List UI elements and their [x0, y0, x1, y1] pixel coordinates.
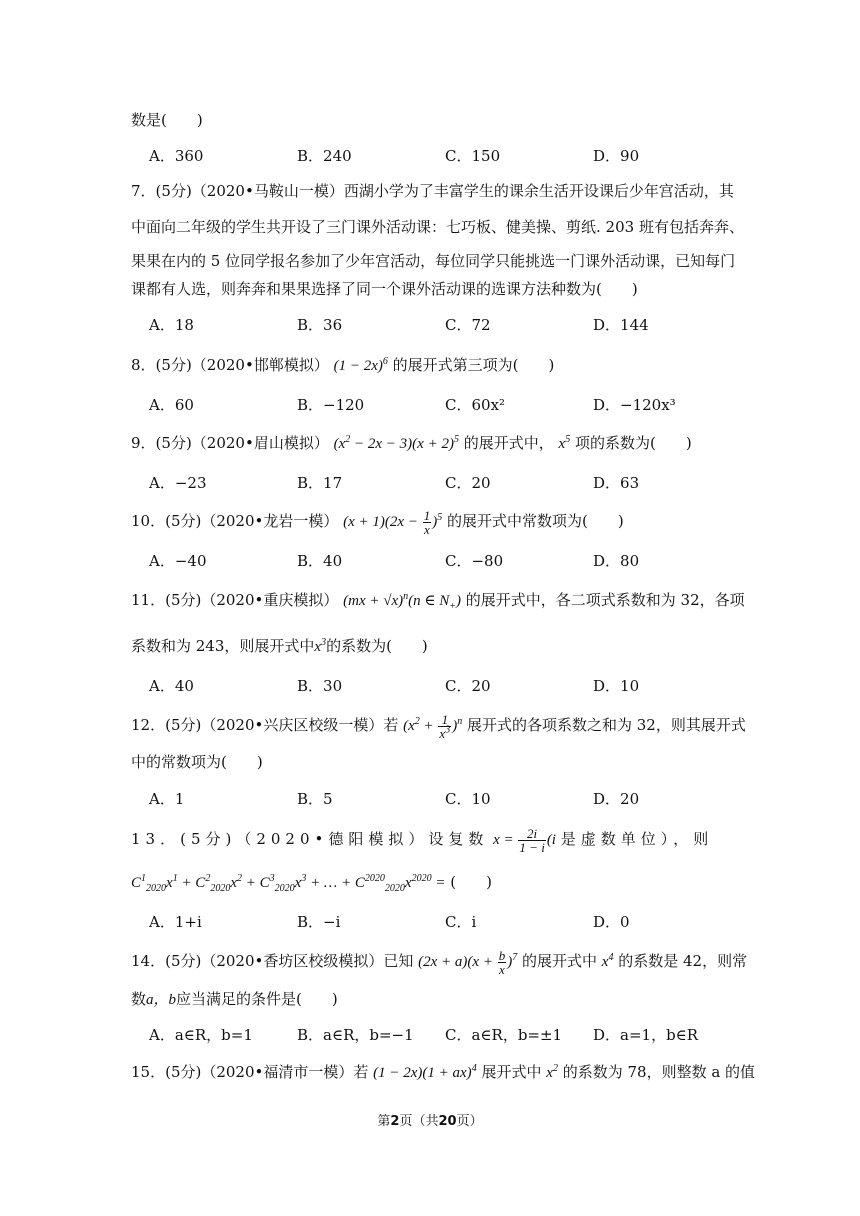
q7-line-2: 中面向二年级的学生共开设了三门课外活动课：七巧板、健美操、剪纸. 203 班有包括奔奔、 [131, 218, 744, 236]
q8-suffix: 的展开式第三项为( ) [392, 356, 555, 374]
q9-option-a: A．−23 [149, 474, 207, 492]
q15-formula: (1 − 2x)(1 + ax)$^4$ [373, 1063, 477, 1081]
q11-line2b: 的系数为( ) [326, 637, 428, 655]
q15-term: $x^2$ [546, 1063, 558, 1081]
page-footer [0, 1110, 860, 1129]
q11-line2a: 系数和为 243，则展开式中 [131, 637, 315, 655]
q12-prefix: 12．(5分)（2020•兴庆区校级一模）若 [131, 715, 399, 734]
q12-stem [131, 713, 746, 740]
q14-line2a: 数 [131, 990, 147, 1008]
q9-option-b: B．17 [297, 474, 343, 492]
q9-formula: $(x^2 - 2x - 3)(x + 2)^5$ [333, 434, 459, 452]
q12-formula: ($x^2$ + $\frac{1}{x^3}$ )$^n$ [403, 712, 463, 741]
q13-option-d: D．0 [593, 913, 630, 931]
q7-line-1: 7．(5分)（2020•马鞍山一模）西湖小学为了丰富学生的课余生活开设课后少年宫活动，其 [131, 182, 734, 200]
q8-option-b: B．−120 [297, 396, 365, 414]
q13-option-a: A．1+i [149, 913, 202, 931]
q11-option-a: A．40 [149, 677, 194, 695]
q6-option-c: C．150 [445, 147, 501, 165]
q12-option-a: A．1 [149, 790, 185, 808]
q14-line2b: 应当满足的条件是( ) [176, 990, 338, 1008]
q11-option-c: C．20 [445, 677, 491, 695]
q11-prefix: 11．(5分)（2020•重庆模拟） [131, 591, 339, 609]
q13-line-2 [131, 872, 492, 893]
q6-option-d: D．90 [593, 147, 640, 165]
q14-vars: a，b [146, 992, 177, 1008]
q14-option-b: B．a∈R，b=−1 [297, 1026, 414, 1044]
q13-mid: 是虚数单位），则 [560, 829, 714, 848]
q8-formula: $(1 - 2x)^6$ [333, 356, 388, 374]
q10-option-d: D．80 [593, 552, 640, 570]
q13-stem [131, 827, 713, 854]
q7-option-a: A．18 [149, 316, 194, 334]
q9-mid: 的展开式中， [463, 434, 554, 452]
q15-stem [131, 1062, 755, 1083]
q12-option-b: B．5 [297, 790, 333, 808]
q14-suffix: 的系数是 42，则常 [618, 951, 748, 970]
q12-mid: 展开式的各项系数之和为 32，则其展开式 [466, 715, 746, 734]
q8-prefix: 8．(5分)（2020•邯郸模拟） [131, 356, 329, 374]
q8-option-c: C．60x² [445, 396, 506, 414]
q13-option-b: B．−i [297, 913, 341, 931]
q6-option-b: B．240 [297, 147, 352, 165]
q14-option-d: D．a=1，b∈R [593, 1026, 699, 1044]
q13-line2-suffix: ( ) [450, 873, 492, 891]
q14-line-2 [131, 989, 338, 1010]
footer-post: 页） [456, 1114, 483, 1129]
q10-prefix: 10．(5分)（2020•龙岩一模） [131, 511, 339, 530]
q10-stem [131, 509, 624, 536]
q11-term: $x^3$ [314, 637, 327, 655]
q7-option-b: B．36 [297, 316, 343, 334]
q14-option-a: A．a∈R，b=1 [149, 1026, 253, 1044]
footer-total-pages: 20 [438, 1114, 457, 1129]
q12-line-2: 中的常数项为( ) [131, 753, 263, 771]
q7-line-3: 果果在内的 5 位同学报名参加了少年宫活动，每位同学只能挑选一门课外活动课，已知每门 [131, 252, 736, 270]
q11-mid: 的展开式中，各二项式系数和为 32，各项 [465, 591, 745, 609]
q8-stem [131, 355, 554, 376]
q9-prefix: 9．(5分)（2020•眉山模拟） [131, 434, 329, 452]
q8-option-a: A．60 [149, 396, 194, 414]
footer-mid: 页（共 [399, 1114, 439, 1129]
q11-option-d: D．10 [593, 677, 640, 695]
q13-sum-formula: $C^1_{2020}x^1 + C^2_{2020}x^2 + C^3_{2020}x^3$ + … + $C^{2020}_{2020}x^{2020}$ = [131, 873, 446, 894]
q14-prefix: 14．(5分)（2020•香坊区校级模拟）已知 [131, 951, 414, 970]
q10-option-c: C．−80 [445, 552, 504, 570]
q15-suffix: 的系数为 78，则整数 a 的值 [562, 1063, 756, 1081]
q10-option-b: B．40 [297, 552, 343, 570]
q9-suffix: 项的系数为( ) [574, 434, 692, 452]
q11-line-2 [131, 636, 428, 657]
q14-formula: (2x + a)(x + $\frac{b}{x}$ )$^7$ [418, 948, 518, 977]
q13-formula: x = $\frac{2i}{1 - i}$ (i [493, 826, 556, 855]
q14-stem [131, 949, 747, 976]
q11-option-b: B．30 [297, 677, 343, 695]
q9-option-d: D．63 [593, 474, 640, 492]
q12-option-c: C．10 [445, 790, 491, 808]
q12-option-d: D．20 [593, 790, 640, 808]
q10-option-a: A．−40 [149, 552, 207, 570]
q9-option-c: C．20 [445, 474, 491, 492]
q11-formula: (mx + √x)$^n$(n ∈ $N_+$) [343, 591, 461, 612]
q7-line-4: 课都有人选，则奔奔和果果选择了同一个课外活动课的选课方法种数为( ) [131, 280, 638, 298]
q7-option-d: D．144 [593, 316, 649, 334]
q9-stem [131, 433, 692, 454]
q14-term: $x^4$ [601, 951, 614, 970]
q14-mid: 的展开式中 [521, 951, 597, 970]
footer-page-number: 2 [390, 1114, 400, 1129]
q7-option-c: C．72 [445, 316, 491, 334]
q15-prefix: 15．(5分)（2020•福清市一模）若 [131, 1063, 369, 1081]
q13-prefix: 13．(5分)（2020•德阳模拟）设复数 [131, 829, 489, 848]
q6-option-a: A．360 [149, 147, 204, 165]
q15-mid: 展开式中 [481, 1063, 542, 1081]
q8-option-d: D．−120x³ [593, 396, 676, 414]
q6-tail: 数是( ) [131, 111, 203, 129]
q11-stem [131, 590, 745, 611]
footer-pre: 第 [377, 1114, 391, 1129]
q14-option-c: C．a∈R，b=±1 [445, 1026, 563, 1044]
q9-term: $x^5$ [558, 434, 571, 452]
q13-option-c: C．i [445, 913, 477, 931]
q10-formula: (x + 1)(2x − $\frac{1}{x}$ )$^5$ [343, 508, 443, 537]
q10-suffix: 的展开式中常数项为( ) [446, 511, 624, 530]
